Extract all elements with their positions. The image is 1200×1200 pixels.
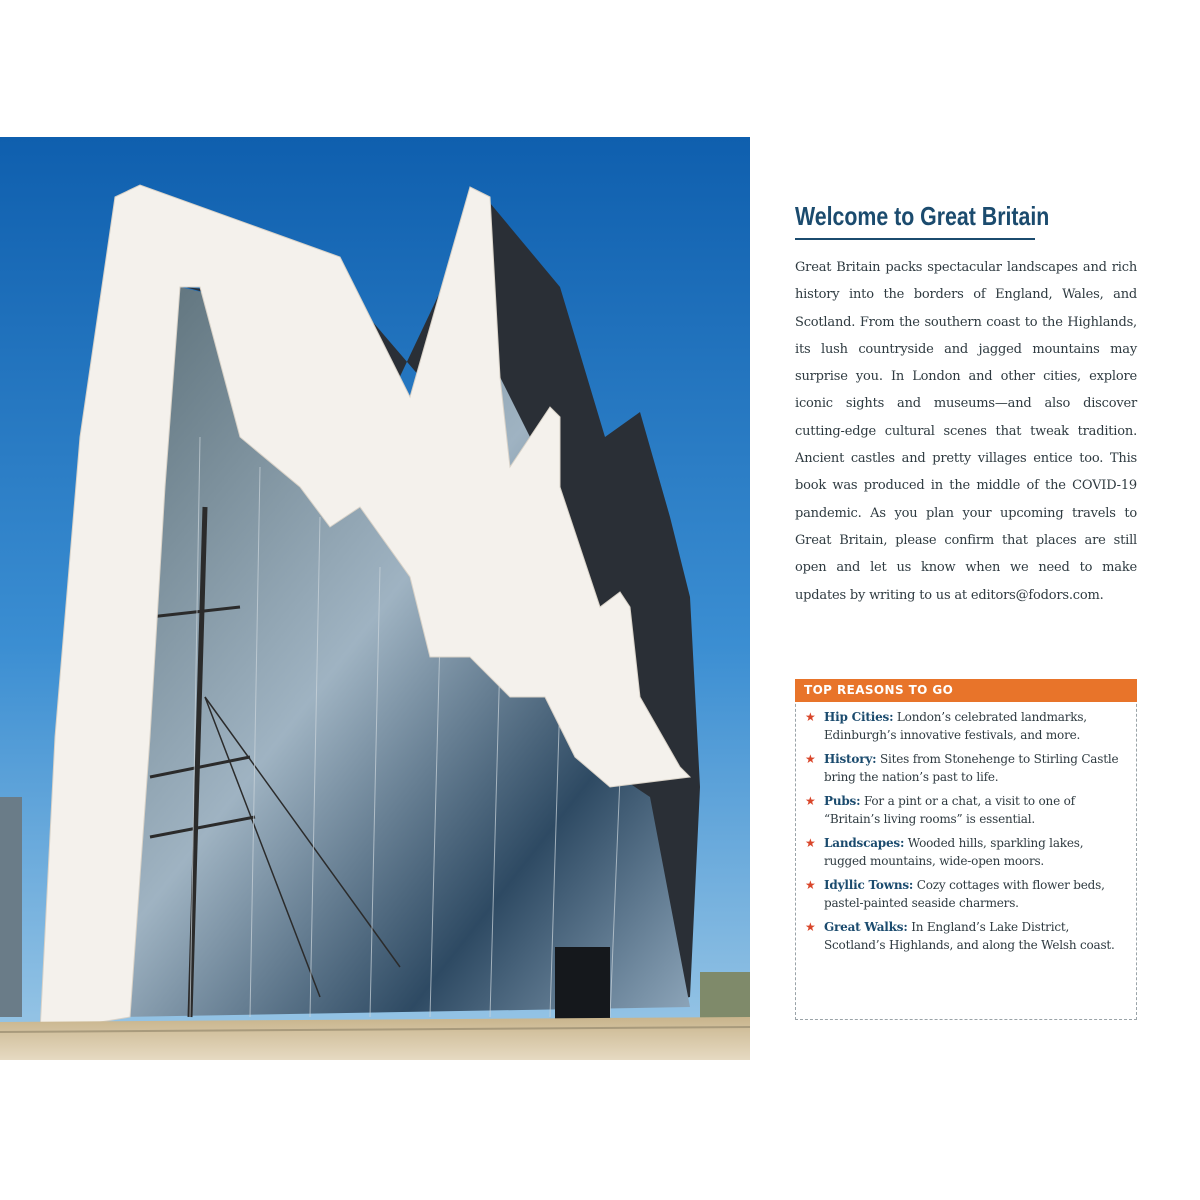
top-reasons-header: TOP REASONS TO GO bbox=[795, 679, 1137, 702]
reason-item bbox=[796, 792, 1136, 828]
reason-text: Sites from Stonehenge to Stirling Castle bring the nation’s past to life. bbox=[824, 752, 1119, 784]
star-icon: ★ bbox=[805, 794, 816, 808]
reason-term: Great Walks: bbox=[824, 920, 908, 934]
reason-text: For a pint or a chat, a visit to one of “Britain’s living rooms” is essential. bbox=[824, 794, 1075, 826]
reason-text: In England’s Lake District, Scotland’s Highlands, and along the Welsh coast. bbox=[824, 920, 1115, 952]
reason-text: Cozy cottages with flower beds, pastel-painted seaside charmers. bbox=[824, 878, 1105, 910]
text-column bbox=[795, 196, 1137, 603]
riverside-museum-image bbox=[0, 137, 750, 1060]
reason-item bbox=[796, 708, 1136, 744]
reason-text: Wooded hills, sparkling lakes, rugged mountains, wide-open moors. bbox=[824, 836, 1084, 868]
reason-item bbox=[796, 834, 1136, 870]
reason-term: Pubs: bbox=[824, 794, 861, 808]
reason-term: History: bbox=[824, 752, 877, 766]
reason-term: Hip Cities: bbox=[824, 710, 894, 724]
star-icon: ★ bbox=[805, 752, 816, 766]
reason-item bbox=[796, 876, 1136, 912]
reason-term: Landscapes: bbox=[824, 836, 905, 850]
reason-item bbox=[796, 918, 1136, 954]
star-icon: ★ bbox=[805, 836, 816, 850]
star-icon: ★ bbox=[805, 710, 816, 724]
cover-photo bbox=[0, 137, 750, 1060]
reason-term: Idyllic Towns: bbox=[824, 878, 914, 892]
reason-text: London’s celebrated landmarks, Edinburgh’s innovative festivals, and more. bbox=[824, 710, 1087, 742]
intro-paragraph: Great Britain packs spectacular landscapes and rich history into the borders of England, Wales, and Scotland. From the southern coast to the Highlands, its lush countryside and jagged mountains may surprise you. In London and other cities, explore iconic sights and museums—and also discover cutting-edge cultural scenes that tweak tradition. Ancient castles and pretty villages entice too. This book was produced in the middle of the COVID-19 pandemic. As you plan your upcoming travels to Great Britain, please confirm that places are still open and let us know when we need to make updates by writing to us at editors@fodors.com. bbox=[795, 260, 1137, 603]
title-underline bbox=[795, 238, 1035, 240]
star-icon: ★ bbox=[805, 878, 816, 892]
star-icon: ★ bbox=[805, 920, 816, 934]
reason-item bbox=[796, 750, 1136, 786]
top-reasons-box bbox=[795, 679, 1137, 1020]
page-title: Welcome to Great Britain bbox=[795, 201, 1050, 231]
